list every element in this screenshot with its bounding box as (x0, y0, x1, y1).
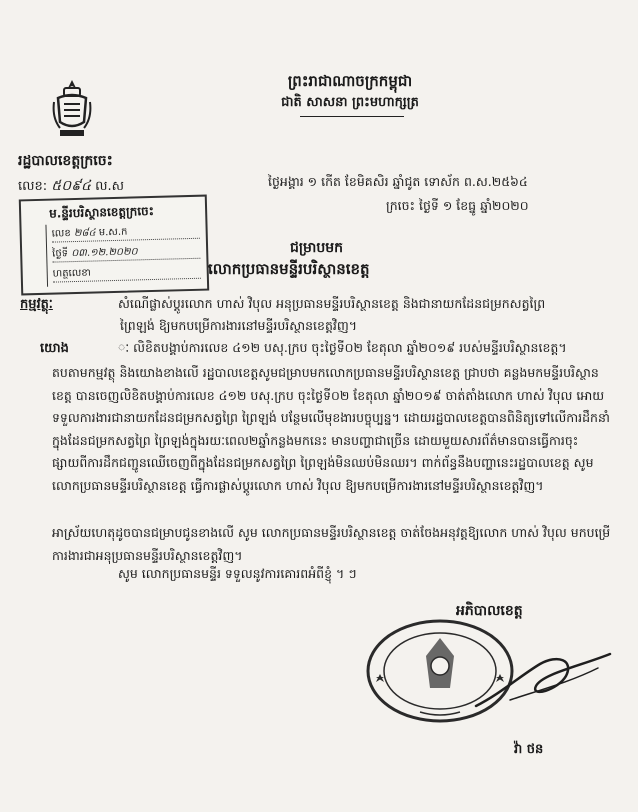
ref-prefix: លេខ: (18, 179, 48, 194)
reference-label: យោង (40, 341, 69, 356)
body-paragraph-2: អាស្រ័យហេតុដូចបានជម្រាបជូនខាងលើ សូម លោកប្រធានមន្ទីរបរិស្ថានខេត្ត ចាត់ចែងអនុវត្តឱ្យលោក ហាស់ វិបុល មកបម្រើការងារជាអនុប្រធានមន្ទីរបរិស្ថានខេត្តវិញ។ (52, 525, 611, 563)
royal-emblem-icon (50, 78, 94, 140)
stamp-signature-line: ហត្ថលេខា (53, 263, 201, 283)
header-divider (300, 116, 404, 117)
stamp-handwritten-mark (25, 225, 48, 288)
signatory-title: អភិបាលខេត្ត (456, 603, 523, 619)
kingdom-header: ព្រះរាជាណាចក្រកម្ពុជា (287, 72, 413, 90)
lunar-date: ថ្ងៃអង្គារ ១ កើត ខែមិគសិរ ឆ្នាំជូត ទោស័ក ព.ស.២៥៦៤ (268, 174, 528, 189)
ref-number: ៥០៩៤ (51, 178, 91, 194)
stamp-title: ម.ន្ទីរបរិស្ថានខេត្តក្រចេះ (48, 203, 155, 221)
signer-name: វ៉ា ថន (514, 742, 544, 757)
reference-text: ៈ លិខិតបង្គាប់ការលេខ ៤១២ បសុ.ក្រប ចុះថ្ងៃទី០២ ខែតុលា ឆ្នាំ២០១៩ របស់មន្ទីរបរិស្ថានខេត្ត។ (118, 340, 567, 355)
national-motto: ជាតិ សាសនា ព្រះមហាក្សត្រ (281, 95, 419, 110)
recipient-title: លោកប្រធានមន្ទីរបរិស្ថានខេត្ត (208, 260, 370, 278)
closing-line: សូម លោកប្រធានមន្ទីរ ទទួលនូវការគោរពអំពីខ្ញុំ ។ ៗ (118, 566, 357, 581)
handwritten-signature-icon (470, 646, 620, 716)
body-paragraph-1: តបតាមកម្មវត្ថុ និងយោងខាងលើ រដ្ឋបាលខេត្តសូមជម្រាបមកលោកប្រធានមន្ទីរបរិស្ថានខេត្ត ជ្រាបថា គន្លងមកមន្ទីរបរិស្ថានខេត្ត បានចេញលិខិតបង្គាប់ការលេខ ៤១២ បសុ.ក្រប ចុះថ្ងៃទី០២ ខែតុលា ឆ្នាំ២០១៩ ចាត់តាំងលោក ហាស់ វិបុល អោយទទួលការងារជានាយកដែនជម្រកសត្វព្រៃ ព្រៃឡង់ បន្ថែមលើមុខងារបច្ចុប្បន្ន។ ដោយរដ្ឋបាលខេត្តបានពិនិត្យទៅលើការដឹកនាំ ក្នុងដែនជម្រកសត្វព្រៃ ព្រៃឡង់ក្នុងរយៈពេល២ឆ្នាំកន្លងមកនេះ មានបញ្ហាជាច្រើន ដោយមួយសារព័ត៌មានបានធ្វើការចុះផ្សាយពីការដឹកជញ្ជូនឈើចេញពីក្នុងដែនជម្រកសត្វព្រៃ ព្រៃឡង់មិនឈប់មិនឈរ។ ពាក់ព័ន្ធនឹងបញ្ហានេះរដ្ឋបាលខេត្ត សូមលោកប្រធានមន្ទីរបរិស្ថានខេត្ត ធ្វើការផ្លាស់ប្តូរលោក ហាស់ វិបុល ឱ្យមកបម្រើការងារនៅមន្ទីរបរិស្ថានខេត្តវិញ។ (52, 365, 610, 493)
stamp-number-line: លេខ ២៨៤ ម.ស.ក (51, 223, 199, 243)
sender-authority: រដ្ឋបាលខេត្តក្រចេះ (18, 153, 113, 169)
ref-suffix: ល.ស (95, 179, 124, 194)
stamp-date-line: ថ្ងៃទី ០៣.១២.២០២០ (52, 243, 200, 263)
subject-line-2: ព្រៃឡង់ ឱ្យមកបម្រើការងារនៅមន្ទីរបរិស្ថានខេត្តវិញ។ (120, 318, 358, 333)
subject-label: កម្មវត្ថុៈ (20, 297, 53, 312)
subject-line-1: សំណើផ្លាស់ប្តូរលោក ហាស់ វិបុល អនុប្រធានមន្ទីរបរិស្ថានខេត្ត និងជានាយកដែនជម្រកសត្វព្រៃ (118, 296, 546, 311)
solar-date: ក្រចេះ ថ្ងៃទី ១ ខែធ្នូ ឆ្នាំ២០២០ (386, 198, 529, 213)
reference-number (18, 176, 124, 197)
received-stamp (19, 195, 209, 296)
recipient-prefix: ជម្រាបមក (290, 240, 344, 256)
